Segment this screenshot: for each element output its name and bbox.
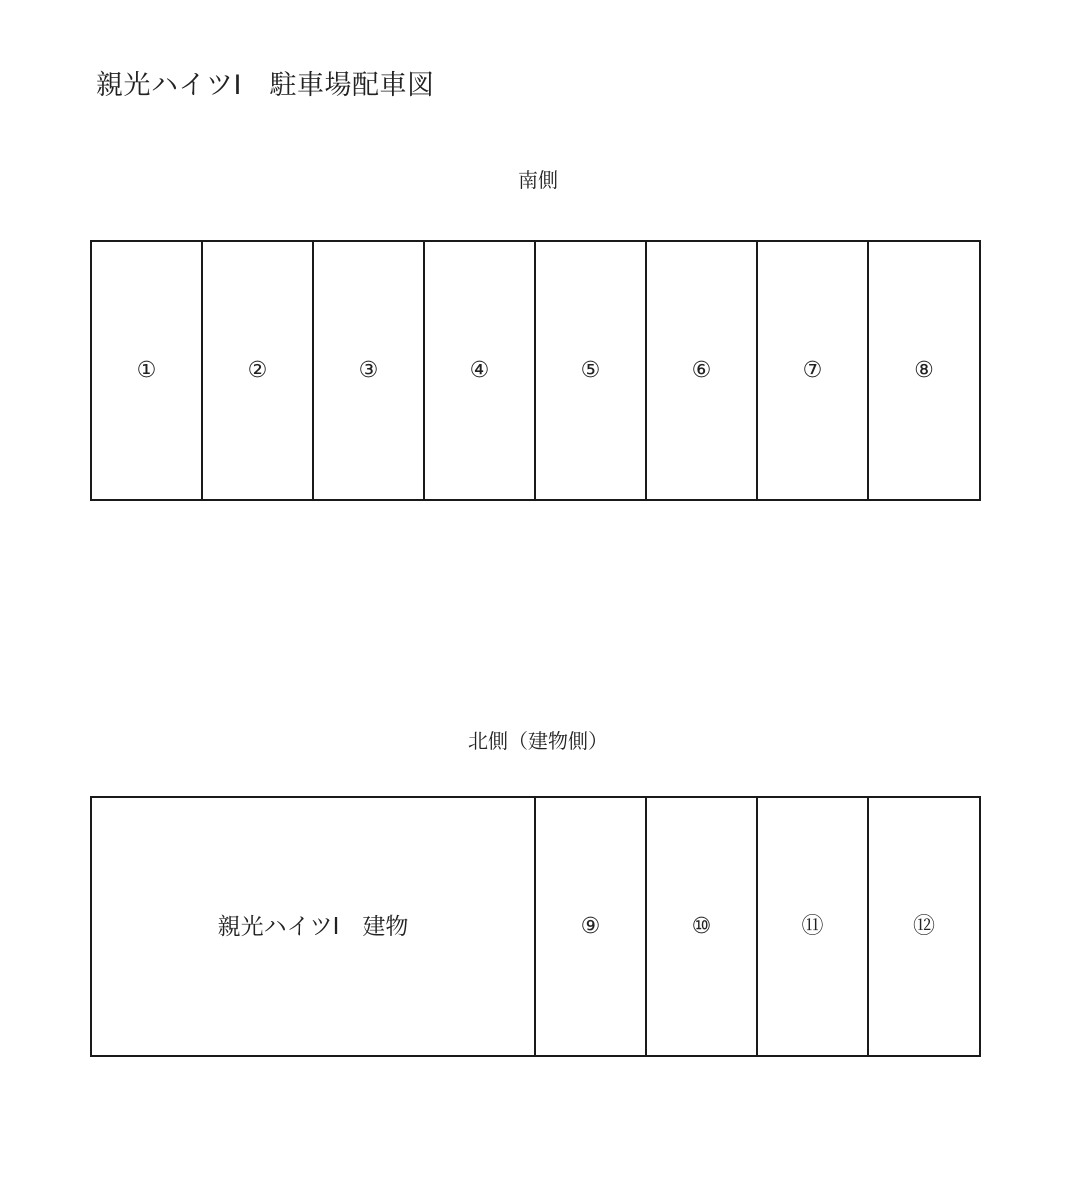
parking-space-2 xyxy=(203,242,314,499)
space-number: ④ xyxy=(469,357,490,383)
space-number: ③ xyxy=(358,357,379,383)
north-side-label: 北側（建物側） xyxy=(468,729,608,753)
building-label: 親光ハイツⅠ 建物 xyxy=(217,913,409,940)
space-number: ⑤ xyxy=(580,357,601,383)
south-side-label: 南側 xyxy=(518,168,558,192)
parking-space-1 xyxy=(92,242,203,499)
parking-space-7 xyxy=(758,242,869,499)
space-number: ① xyxy=(136,357,157,383)
space-number: ⑧ xyxy=(914,357,934,383)
page-title: 親光ハイツⅠ 駐車場配車図 xyxy=(96,70,435,101)
space-number: ② xyxy=(247,357,268,383)
space-number: ⑥ xyxy=(691,357,712,383)
south-parking-row xyxy=(90,240,981,501)
space-number: ⑦ xyxy=(802,357,823,383)
parking-space-12 xyxy=(869,798,979,1055)
parking-space-4 xyxy=(425,242,536,499)
space-number: ⑪ xyxy=(801,913,824,939)
parking-space-3 xyxy=(314,242,425,499)
parking-space-9 xyxy=(536,798,647,1055)
parking-space-8 xyxy=(869,242,979,499)
north-parking-row xyxy=(90,796,981,1057)
building-block xyxy=(92,798,536,1055)
parking-space-5 xyxy=(536,242,647,499)
space-number: ⑩ xyxy=(691,913,712,939)
space-number: ⑫ xyxy=(912,913,935,939)
parking-space-6 xyxy=(647,242,758,499)
parking-space-10 xyxy=(647,798,758,1055)
space-number: ⑨ xyxy=(580,913,601,939)
parking-space-11 xyxy=(758,798,869,1055)
